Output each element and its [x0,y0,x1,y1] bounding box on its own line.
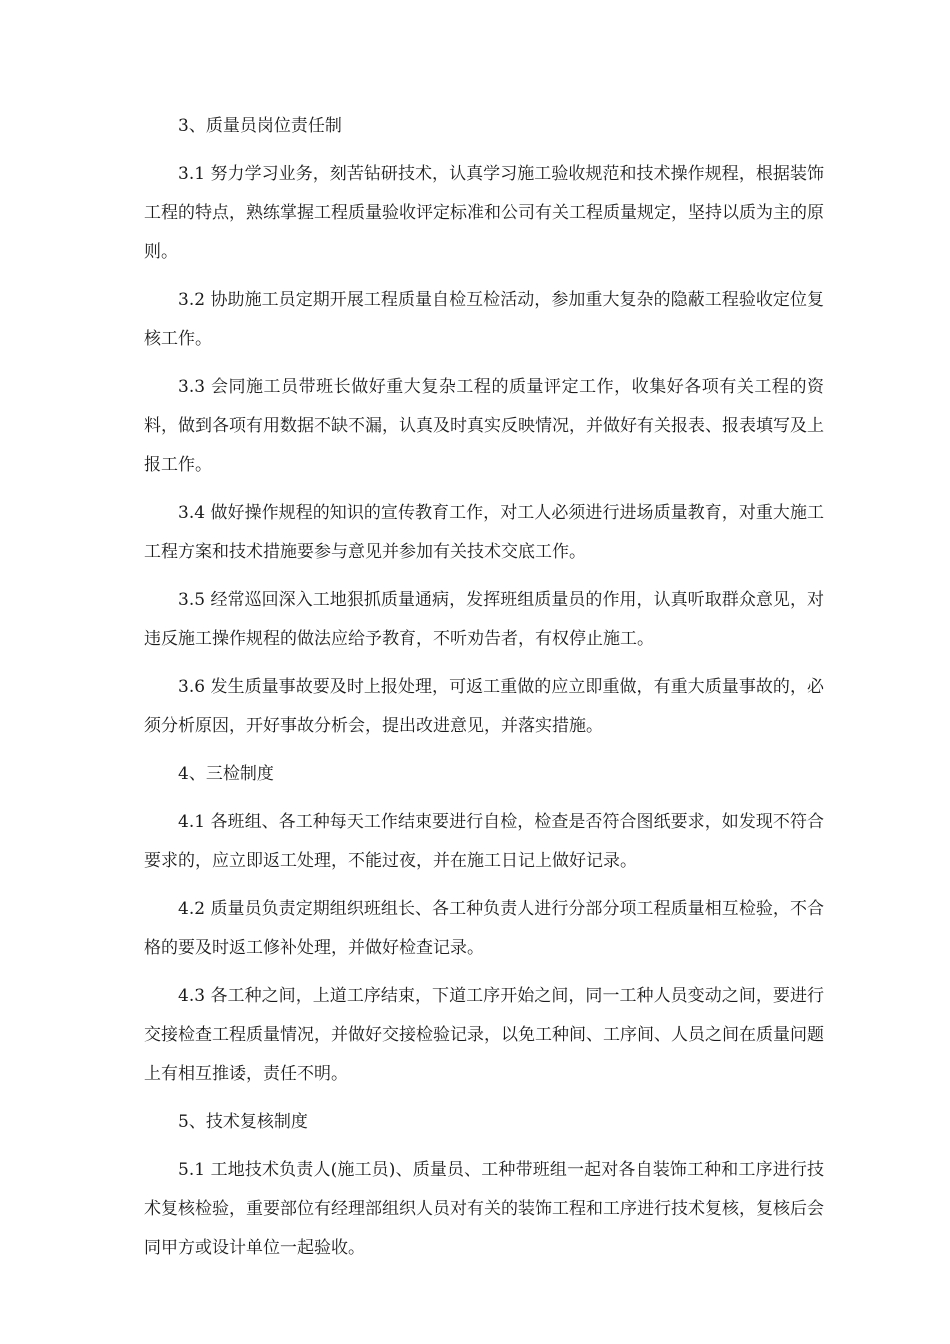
section-heading-3: 3、质量员岗位责任制 [178,116,342,136]
paragraph-5-1: 5.1 工地技术负责人(施工员)、质量员、工种带班组一起对各自装饰工种和工序进行技术复核检验，重要部位有经理部组织人员对有关的装饰工程和工序进行技术复核，复核后会同甲方或设计单位一起验收。 [144,1160,824,1258]
paragraph-3-1: 3.1 努力学习业务，刻苦钻研技术，认真学习施工验收规范和技术操作规程，根据装饰工程的特点，熟练掌握工程质量验收评定标准和公司有关工程质量规定，坚持以质为主的原则。 [144,164,824,262]
paragraph-4-2: 4.2 质量员负责定期组织班组长、各工种负责人进行分部分项工程质量相互检验，不合格的要及时返工修补处理，并做好检查记录。 [144,899,824,958]
paragraph-3-6: 3.6 发生质量事故要及时上报处理，可返工重做的应立即重做，有重大质量事故的，必须分析原因，开好事故分析会，提出改进意见，并落实措施。 [144,677,824,736]
paragraph-4-1: 4.1 各班组、各工种每天工作结束要进行自检，检查是否符合图纸要求，如发现不符合要求的，应立即返工处理，不能过夜，并在施工日记上做好记录。 [144,812,824,871]
document-body [144,107,824,1277]
paragraph-4-3: 4.3 各工种之间，上道工序结束，下道工序开始之间，同一工种人员变动之间，要进行交接检查工程质量情况，并做好交接检验记录，以免工种间、工序间、人员之间在质量问题上有相互推诿，责任不明。 [144,986,824,1084]
section-heading-4: 4、三检制度 [178,764,274,784]
paragraph-3-5: 3.5 经常巡回深入工地狠抓质量通病，发挥班组质量员的作用，认真听取群众意见，对违反施工操作规程的做法应给予教育，不听劝告者，有权停止施工。 [144,590,824,649]
section-heading-5: 5、技术复核制度 [178,1112,308,1132]
paragraph-3-4: 3.4 做好操作规程的知识的宣传教育工作，对工人必须进行进场质量教育，对重大施工工程方案和技术措施要参与意见并参加有关技术交底工作。 [144,503,824,562]
paragraph-3-3: 3.3 会同施工员带班长做好重大复杂工程的质量评定工作，收集好各项有关工程的资料，做到各项有用数据不缺不漏，认真及时真实反映情况，并做好有关报表、报表填写及上报工作。 [144,377,824,475]
paragraph-3-2: 3.2 协助施工员定期开展工程质量自检互检活动，参加重大复杂的隐蔽工程验收定位复核工作。 [144,290,824,349]
